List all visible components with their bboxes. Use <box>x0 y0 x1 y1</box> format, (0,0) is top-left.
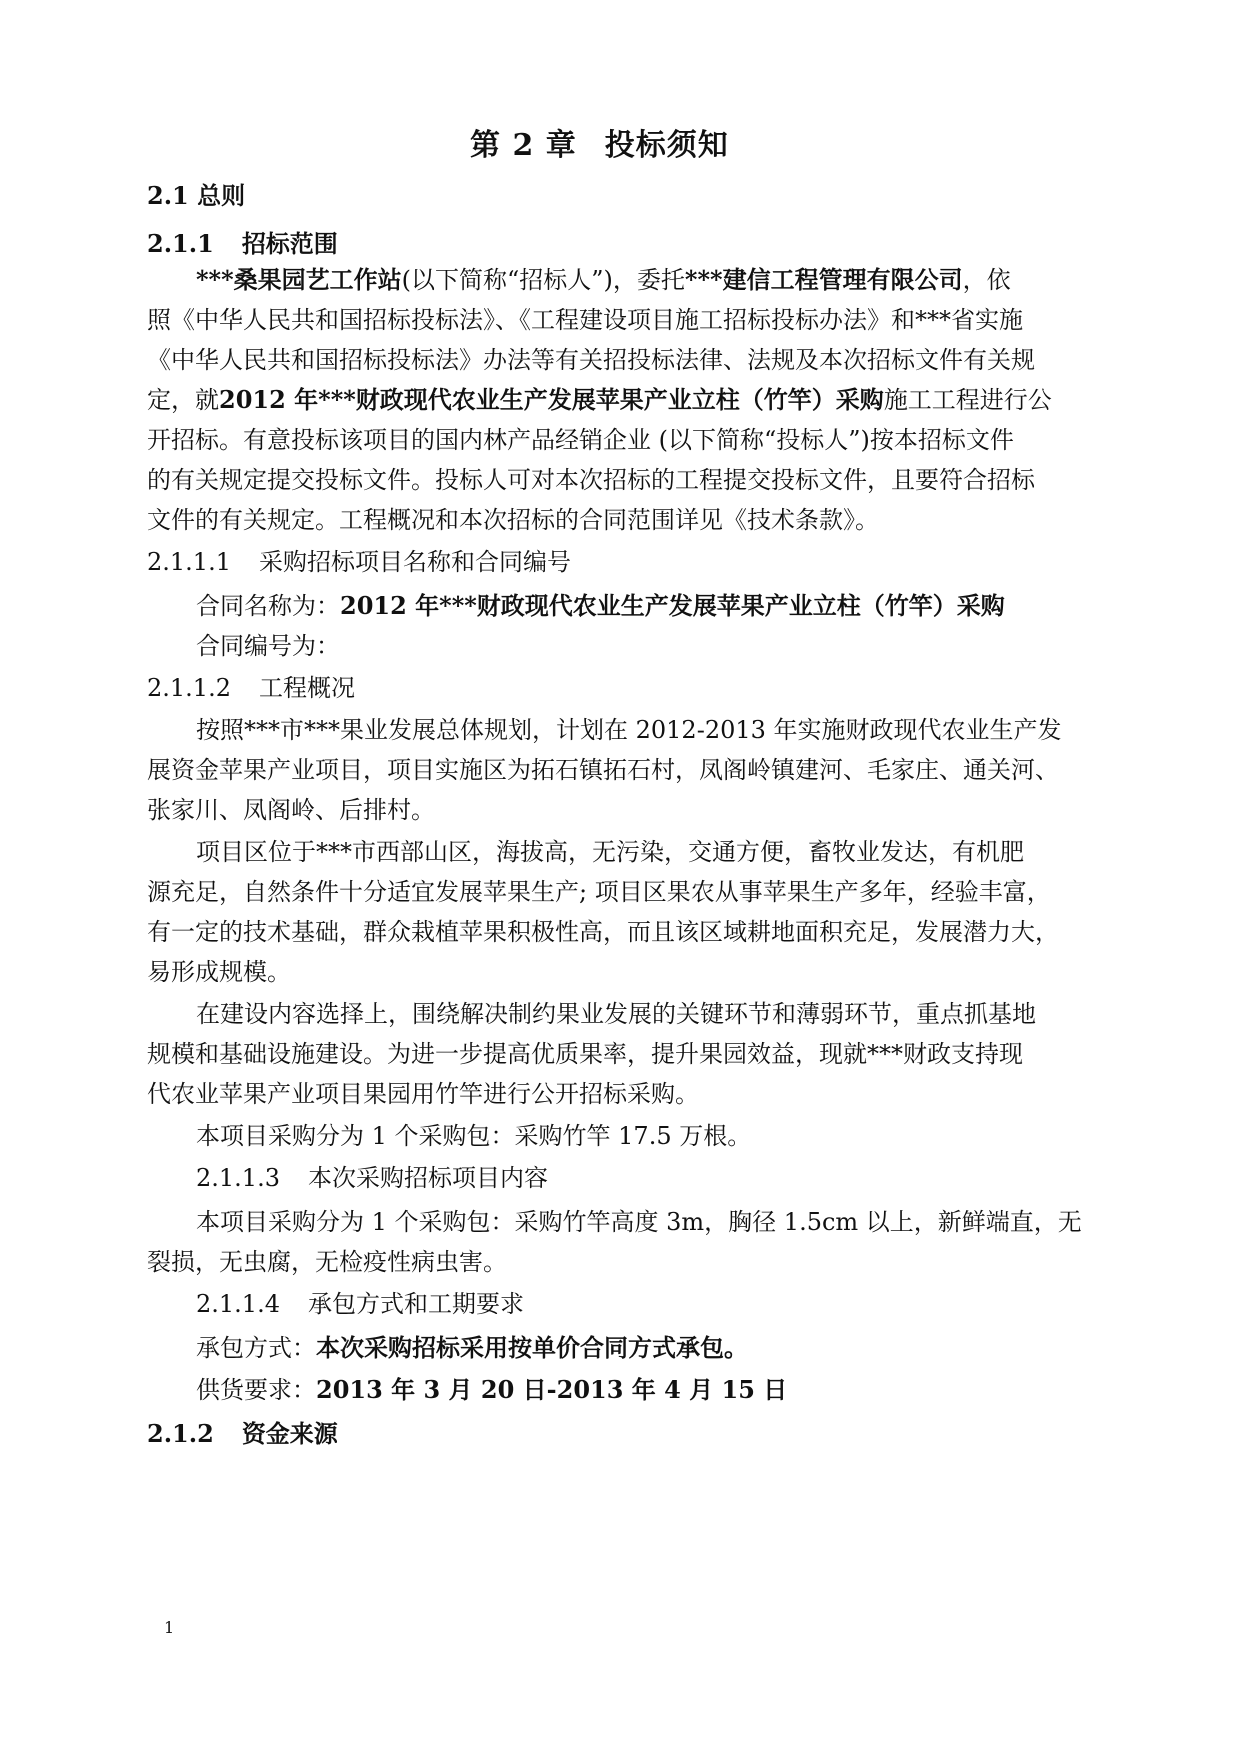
contract-mode-label: 承包方式： <box>196 1334 316 1362</box>
section-number: 2.1.1 <box>147 229 214 258</box>
supply-label: 供货要求： <box>196 1376 316 1404</box>
paragraph-line: 项目区位于***市西部山区，海拔高，无污染，交通方便，畜牧业发达，有机肥 <box>196 838 1024 866</box>
project-name: 2012 年***财政现代农业生产发展苹果产业立柱（竹竿）采购 <box>219 385 884 414</box>
subsection-heading-2-1-1-3 <box>196 1160 548 1196</box>
section-title: 资金来源 <box>241 1419 338 1448</box>
subsection-number: 2.1.1.4 <box>196 1290 280 1318</box>
subsection-number: 2.1.1.2 <box>147 674 231 702</box>
paragraph-line: 在建设内容选择上，围绕解决制约果业发展的关键环节和薄弱环节，重点抓基地 <box>196 1000 1036 1028</box>
subsection-title: 采购招标项目名称和合同编号 <box>258 548 571 576</box>
text-run: 施工工程进行公 <box>883 386 1052 414</box>
paragraph-line: 易形成规模。 <box>147 958 291 986</box>
paragraph-line: 的有关规定提交投标文件。投标人可对本次招标的工程提交投标文件，且要符合招标 <box>147 466 1035 494</box>
contract-name-label: 合同名称为： <box>196 592 340 620</box>
subsection-number: 2.1.1.3 <box>196 1164 280 1192</box>
section-title: 总则 <box>197 181 246 210</box>
paragraph-line: 张家川、凤阁岭、后排村。 <box>147 796 435 824</box>
contract-mode-value: 本次采购招标采用按单价合同方式承包。 <box>316 1333 748 1362</box>
section-number: 2.1 <box>147 181 189 210</box>
chapter-number: 第 2 章 <box>470 128 577 163</box>
paragraph-line: 本项目采购分为 1 个采购包：采购竹竿高度 3m，胸径 1.5cm 以上，新鲜端直，无 <box>196 1208 1082 1236</box>
paragraph-line: 源充足，自然条件十分适宜发展苹果生产; 项目区果农从事苹果生产多年，经验丰富， <box>147 878 1051 906</box>
subsection-heading-2-1-1-1 <box>147 544 571 580</box>
section-number: 2.1.2 <box>147 1419 214 1448</box>
text-run: ，依 <box>962 266 1011 294</box>
tenderer-name: ***桑果园艺工作站 <box>196 265 402 294</box>
paragraph-line: 《中华人民共和国招标投标法》办法等有关招投标法律、法规及本次招标文件有关规 <box>147 346 1035 374</box>
paragraph-line: 开招标。有意投标该项目的国内林产品经销企业 (以下简称“投标人”)按本招标文件 <box>147 426 1014 454</box>
subsection-heading-2-1-1-2 <box>147 670 355 706</box>
section-heading-2-1-2 <box>147 1416 338 1452</box>
subsection-title: 承包方式和工期要求 <box>307 1290 524 1318</box>
paragraph-line: 展资金苹果产业项目，项目实施区为拓石镇拓石村，凤阁岭镇建河、毛家庄、通关河、 <box>147 756 1059 784</box>
contract-name-line <box>196 588 1005 624</box>
paragraph-line: 本项目采购分为 1 个采购包：采购竹竿 17.5 万根。 <box>196 1122 752 1150</box>
subsection-number: 2.1.1.1 <box>147 548 231 576</box>
paragraph-line: 照《中华人民共和国招标投标法》、《工程建设项目施工招标投标办法》和***省实施 <box>147 306 1023 334</box>
paragraph-line: 文件的有关规定。工程概况和本次招标的合同范围详见《技术条款》。 <box>147 506 879 534</box>
supply-requirement-line <box>196 1372 787 1408</box>
paragraph-line: 规模和基础设施建设。为进一步提高优质果率，提升果园效益，现就***财政支持现 <box>147 1040 1023 1068</box>
section-heading-2-1 <box>147 178 245 214</box>
section-title: 招标范围 <box>241 229 338 258</box>
chapter-title: 投标须知 <box>604 128 729 163</box>
text-run: 定，就 <box>147 386 219 414</box>
subsection-title: 工程概况 <box>258 674 355 702</box>
supply-value: 2013 年 3 月 20 日-2013 年 4 月 15 日 <box>316 1375 788 1404</box>
text-run: (以下简称“招标人”)，委托 <box>401 266 685 294</box>
contract-name-value: 2012 年***财政现代农业生产发展苹果产业立柱（竹竿）采购 <box>340 591 1005 620</box>
contract-code-line: 合同编号为： <box>196 632 340 660</box>
paragraph-line <box>147 382 1052 418</box>
agent-name: ***建信工程管理有限公司 <box>684 265 963 294</box>
paragraph-line: 裂损，无虫腐，无检疫性病虫害。 <box>147 1248 507 1276</box>
page-number: 1 <box>164 1618 175 1637</box>
paragraph-line: 有一定的技术基础，群众栽植苹果积极性高，而且该区域耕地面积充足，发展潜力大， <box>147 918 1059 946</box>
paragraph-line: 代农业苹果产业项目果园用竹竿进行公开招标采购。 <box>147 1080 699 1108</box>
section-heading-2-1-1 <box>147 226 338 262</box>
subsection-title: 本次采购招标项目内容 <box>307 1164 548 1192</box>
contract-mode-line <box>196 1330 748 1366</box>
subsection-heading-2-1-1-4 <box>196 1286 524 1322</box>
paragraph-line <box>196 262 1011 298</box>
paragraph-line: 按照***市***果业发展总体规划，计划在 2012-2013 年实施财政现代农业生产发 <box>196 716 1062 744</box>
chapter-heading <box>470 128 729 164</box>
